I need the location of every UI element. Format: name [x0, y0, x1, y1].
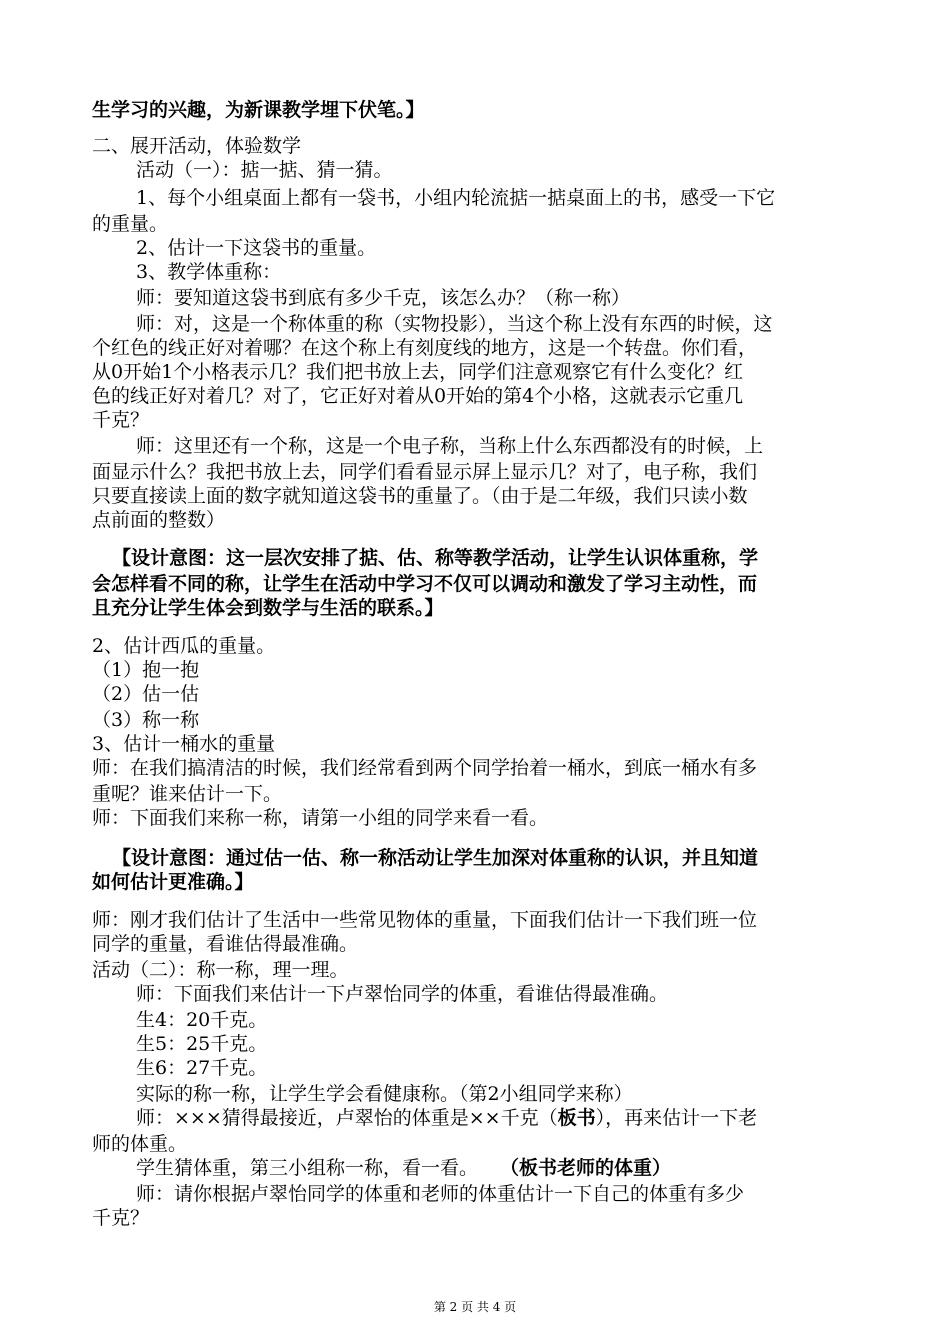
text-line: 从0开始1个小格表示几？我们把书放上去，同学们注意观察它有什么变化？红	[92, 361, 744, 383]
activity-heading: 活动（一）：掂一掂、猜一猜。	[136, 159, 393, 181]
text-line: 师：刚才我们估计了生活中一些常见物体的重量，下面我们估计一下我们班一位	[92, 909, 758, 931]
text-line: 师：对，这是一个称体重的称（实物投影），当这个称上没有东西的时候，这	[136, 313, 773, 335]
text-line: 个红色的线正好对着哪？在这个称上有刻度线的地方，这是一个转盘。你们看，	[92, 337, 758, 359]
page-footer: 第 2 页 共 4 页	[433, 1300, 517, 1314]
text-line: 师：在我们搞清洁的时候，我们经常看到两个同学抬着一桶水，到底一桶水有多	[92, 757, 758, 779]
text-line	[136, 1156, 671, 1180]
text-line: 点前面的整数）	[92, 509, 226, 531]
text-line: 师：请你根据卢翠怡同学的体重和老师的体重估计一下自己的体重有多少	[136, 1183, 745, 1205]
text-line: 同学的重量，看谁估得最准确。	[92, 933, 359, 955]
board-note: （板书老师的体重）	[500, 1157, 672, 1179]
list-item: （3）称一称	[92, 709, 200, 731]
design-intent-note: 【设计意图：通过估一估、称一称活动让学生加深对体重称的认识，并且知道	[112, 847, 759, 869]
text-span: 学生猜体重，第三小组称一称，看一看。	[136, 1157, 479, 1179]
list-item: （1）抱一抱	[92, 659, 200, 681]
text-line: 生6：27千克。	[136, 1057, 268, 1079]
text-line: 2、估计一下这袋书的重量。	[136, 237, 377, 259]
design-intent-note: 如何估计更准确。】	[92, 871, 254, 893]
text-line: 2、估计西瓜的重量。	[92, 635, 276, 657]
text-line: 3、估计一桶水的重量	[92, 733, 276, 755]
design-intent-note: 且充分让学生体会到数学与生活的联系。】	[92, 597, 444, 619]
text-line: 只要直接读上面的数字就知道这袋书的重量了。（由于是二年级，我们只读小数	[92, 485, 748, 507]
text-line: 重呢？谁来估计一下。	[92, 783, 283, 805]
text-line: 师：要知道这袋书到底有多少千克，该怎么办？（称一称）	[136, 287, 631, 309]
text-line: 3、教学体重称：	[136, 261, 282, 283]
design-intent-note: 会怎样看不同的称，让学生在活动中学习不仅可以调动和激发了学习主动性，而	[92, 573, 758, 595]
text-line: 师：这里还有一个称，这是一个电子称，当称上什么东西都没有的时候，上	[136, 435, 764, 457]
text-line: 生4：20千克。	[136, 1009, 268, 1031]
text-line: 千克？	[92, 1207, 150, 1229]
board-note: 板书	[557, 1107, 596, 1129]
list-item: （2）估一估	[92, 683, 200, 705]
text-line: 生学习的兴趣，为新课教学埋下伏笔。】	[92, 99, 425, 121]
text-line: 1、每个小组桌面上都有一袋书，小组内轮流掂一掂桌面上的书，感受一下它	[136, 187, 776, 209]
text-span: 师：×××猜得最接近，卢翠怡的体重是××千克（	[136, 1107, 558, 1129]
text-line	[136, 1106, 757, 1130]
section-heading: 二、展开活动，体验数学	[92, 135, 302, 157]
text-line: 师：下面我们来估计一下卢翠怡同学的体重，看谁估得最准确。	[136, 983, 669, 1005]
text-line: 生5：25千克。	[136, 1033, 268, 1055]
text-line: 师：下面我们来称一称，请第一小组的同学来看一看。	[92, 807, 549, 829]
activity-heading: 活动（二）：称一称，理一理。	[92, 959, 349, 981]
text-span: ），再来估计一下老	[595, 1107, 758, 1129]
text-line: 实际的称一称，让学生学会看健康称。（第2小组同学来称）	[136, 1083, 633, 1105]
text-line: 色的线正好对着几？对了，它正好对着从0开始的第4个小格，这就表示它重几	[92, 385, 744, 407]
design-intent-note: 【设计意图：这一层次安排了掂、估、称等教学活动，让学生认识体重称，学	[112, 547, 759, 569]
text-line: 的重量。	[92, 213, 169, 235]
text-line: 千克？	[92, 409, 150, 431]
text-line: 师的体重。	[92, 1133, 188, 1155]
text-line: 面显示什么？我把书放上去，同学们看看显示屏上显示几？对了，电子称，我们	[92, 461, 758, 483]
